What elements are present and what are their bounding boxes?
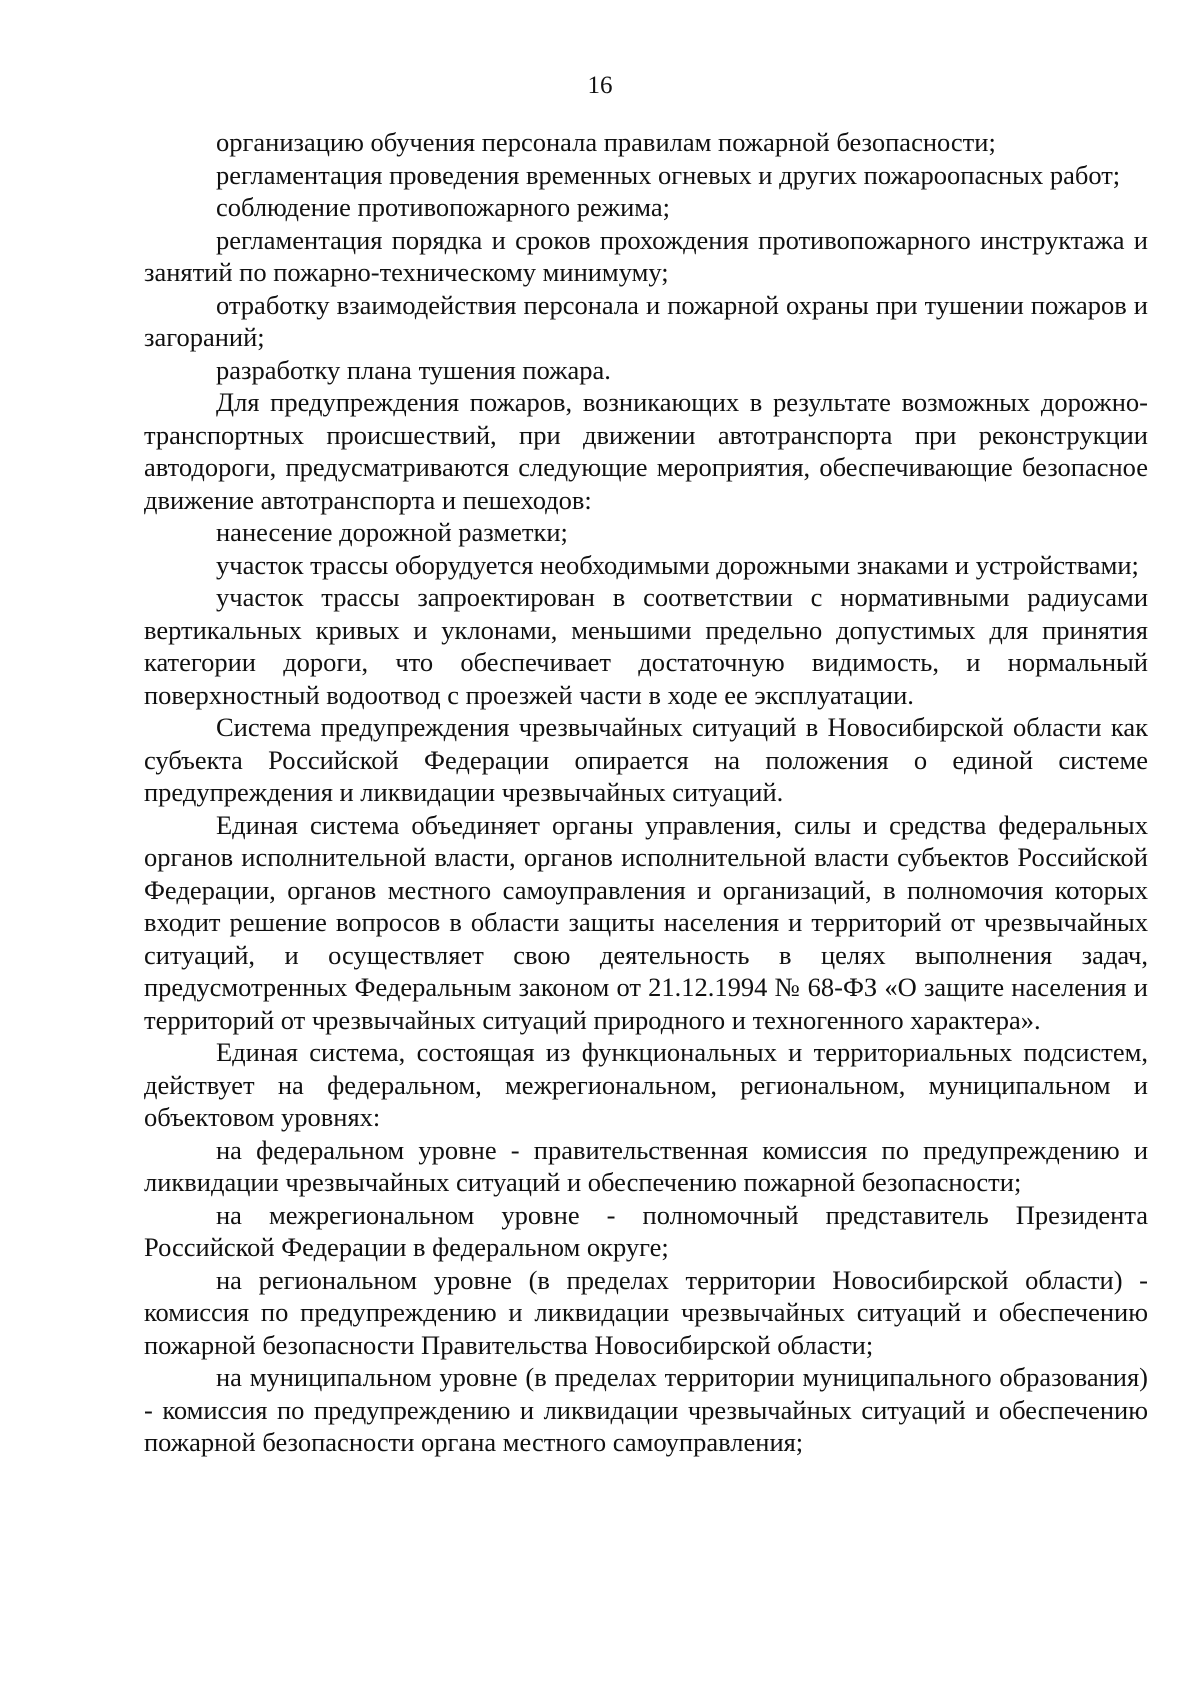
paragraph: соблюдение противопожарного режима; — [216, 192, 671, 222]
page-number: 16 — [587, 72, 613, 99]
paragraph: Единая система, состоящая из функциональных и территориальных подсистем, действует на федеральном, межрегиональном, региональном, муниципальном и объектовом уровнях: — [144, 1037, 1148, 1132]
paragraph: регламентация проведения временных огневых и других пожароопасных работ; — [216, 159, 1121, 190]
paragraph: на межрегиональном уровне - полномочный представитель Президента Российской Федерации в федеральном округе; — [144, 1199, 1148, 1262]
body-text — [144, 126, 1148, 1459]
paragraph: нанесение дорожной разметки; — [216, 517, 568, 547]
paragraph: на региональном уровне (в пределах территории Новосибирской области) - комиссия по предупреждению и ликвидации чрезвычайных ситуаций и обеспечению пожарной безопасности Правительства Новосибирской области; — [144, 1264, 1148, 1360]
paragraph: отработку взаимодействия персонала и пожарной охраны при тушении пожаров и загораний; — [144, 289, 1148, 352]
paragraph: организацию обучения персонала правилам пожарной безопасности; — [216, 127, 996, 157]
paragraph: Система предупреждения чрезвычайных ситуаций в Новосибирской области как субъекта Российской Федерации опирается на положения о единой системе предупреждения и ликвидации чрезвычайных ситуаций. — [144, 712, 1148, 807]
paragraph: Для предупреждения пожаров, возникающих в результате возможных дорожно-транспортных происшествий, при движении автотранспорта при реконструкции автодороги, предусматриваются следующие мероприятия, обеспечивающие безопасное движение автотранспорта и пешеходов: — [144, 387, 1148, 515]
paragraph: на муниципальном уровне (в пределах территории муниципального образования) - комиссия по предупреждению и ликвидации чрезвычайных ситуаций и обеспечению пожарной безопасности органа местного самоуправления; — [144, 1362, 1148, 1457]
paragraph: Единая система объединяет органы управления, силы и средства федеральных органов исполнительной власти, органов исполнительной власти субъектов Российской Федерации, органов местного самоуправления и организаций, в полномочия которых входит решение вопросов в области защиты населения и территорий от чрезвычайных ситуаций, и осуществляет свою деятельность в целях выполнения задач, предусмотренных Федеральным законом от 21.12.1994 № 68-ФЗ «О защите населения и территорий от чрезвычайных ситуаций природного и техногенного характера». — [144, 809, 1148, 1035]
paragraph: на федеральном уровне - правительственная комиссия по предупреждению и ликвидации чрезвычайных ситуаций и обеспечению пожарной безопасности; — [144, 1134, 1148, 1197]
paragraph: регламентация порядка и сроков прохождения противопожарного инструктажа и занятий по пожарно-техническому минимуму; — [144, 224, 1148, 287]
paragraph: участок трассы оборудуется необходимыми дорожными знаками и устройствами; — [216, 549, 1139, 580]
paragraph: разработку плана тушения пожара. — [216, 354, 611, 385]
paragraph: участок трассы запроектирован в соответствии с нормативными радиусами вертикальных кривых и уклонами, меньшими предельно допустимых для принятия категории дороги, что обеспечивает достаточную видимость, и нормальный поверхностный водоотвод с проезжей части в ходе ее эксплуатации. — [144, 582, 1148, 710]
